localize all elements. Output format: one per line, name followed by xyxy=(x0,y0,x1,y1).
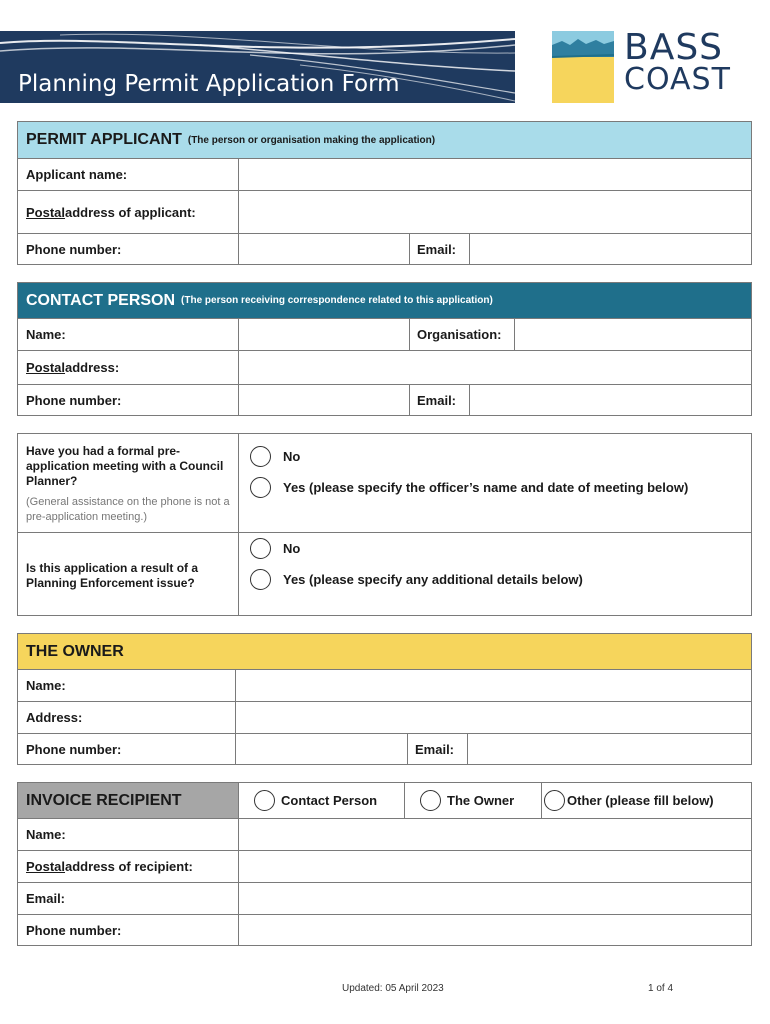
invoice-name-row xyxy=(18,818,751,850)
invoice-owner-option[interactable] xyxy=(420,790,514,811)
radio-icon[interactable] xyxy=(250,569,271,590)
invoice-name-input[interactable] xyxy=(239,819,751,850)
owner-header xyxy=(18,634,751,669)
radio-icon[interactable] xyxy=(250,446,271,467)
page-title: Planning Permit Application Form xyxy=(18,71,400,97)
enforcement-no-option[interactable] xyxy=(250,538,300,559)
section-title: CONTACT PERSON xyxy=(26,291,176,309)
invoice-header-row xyxy=(18,783,751,818)
radio-icon[interactable] xyxy=(250,538,271,559)
applicant-name-row xyxy=(18,158,751,190)
invoice-contact-option[interactable] xyxy=(254,790,377,811)
invoice-email-row xyxy=(18,882,751,914)
invoice-postal-label: Postal address of recipient: xyxy=(26,859,193,874)
contact-email-label: Email: xyxy=(417,393,457,408)
section-title: INVOICE RECIPIENT xyxy=(26,791,182,809)
applicant-email-label: Email: xyxy=(417,242,457,257)
contact-email-input[interactable] xyxy=(470,385,751,416)
pre-application-no-option[interactable] xyxy=(250,446,300,467)
question-text: Have you had a formal pre-application meeting with a Council Planner? xyxy=(26,444,224,488)
option-label: Yes (please specify the officer’s name and date of meeting below) xyxy=(283,480,689,495)
contact-postal-input[interactable] xyxy=(239,351,751,384)
enforcement-row xyxy=(18,532,751,616)
contact-phone-row xyxy=(18,384,751,416)
contact-name-label: Name: xyxy=(26,327,66,342)
invoice-header xyxy=(18,783,238,818)
applicant-email-input[interactable] xyxy=(470,234,751,265)
section-title: THE OWNER xyxy=(26,642,124,660)
owner-name-row xyxy=(18,669,751,701)
applicant-postal-label: Postal address of applicant: xyxy=(26,204,196,220)
permit-applicant-header xyxy=(18,122,751,158)
invoice-email-input[interactable] xyxy=(239,883,751,914)
owner-phone-label: Phone number: xyxy=(26,742,122,757)
pre-application-yes-option[interactable] xyxy=(250,477,688,498)
footer-updated-date: Updated: 05 April 2023 xyxy=(342,983,444,994)
option-label: The Owner xyxy=(447,793,515,808)
contact-postal-row xyxy=(18,350,751,384)
applicant-postal-input[interactable] xyxy=(239,191,751,233)
owner-phone-row xyxy=(18,733,751,765)
owner-email-label: Email: xyxy=(415,742,455,757)
question-note: (General assistance on the phone is not a pre-application meeting.) xyxy=(26,496,230,523)
logo-mark-icon xyxy=(552,31,614,103)
contact-org-input[interactable] xyxy=(515,319,751,350)
applicant-phone-input[interactable] xyxy=(239,234,409,265)
owner-section xyxy=(17,633,752,765)
invoice-name-label: Name: xyxy=(26,827,66,842)
logo-text-bass: BASS xyxy=(624,27,724,68)
invoice-email-label: Email: xyxy=(26,891,66,906)
applicant-postal-row xyxy=(18,190,751,233)
contact-person-section xyxy=(17,282,752,416)
contact-name-row xyxy=(18,318,751,350)
invoice-phone-label: Phone number: xyxy=(26,923,122,938)
option-label: No xyxy=(283,449,301,464)
pre-application-question xyxy=(26,444,231,525)
footer-page-number: 1 of 4 xyxy=(648,983,674,994)
owner-email-input[interactable] xyxy=(468,734,751,765)
pre-application-row xyxy=(18,434,751,532)
owner-phone-input[interactable] xyxy=(236,734,407,765)
invoice-recipient-section xyxy=(17,782,752,946)
invoice-postal-row xyxy=(18,850,751,882)
bass-coast-logo xyxy=(552,27,742,105)
invoice-postal-input[interactable] xyxy=(239,851,751,882)
invoice-other-option[interactable] xyxy=(544,790,714,811)
applicant-name-input[interactable] xyxy=(239,159,751,190)
contact-org-label: Organisation: xyxy=(417,327,502,342)
section-subtitle: (The person receiving correspondence related to this application) xyxy=(181,295,493,306)
owner-address-row xyxy=(18,701,751,733)
radio-icon[interactable] xyxy=(544,790,565,811)
invoice-phone-row xyxy=(18,914,751,946)
invoice-phone-input[interactable] xyxy=(239,915,751,946)
option-label: Contact Person xyxy=(281,793,378,808)
applicant-phone-label: Phone number: xyxy=(26,242,122,257)
contact-person-header xyxy=(18,283,751,318)
enforcement-question: Is this application a result of a Planning Enforcement issue? xyxy=(26,561,199,590)
radio-icon[interactable] xyxy=(254,790,275,811)
section-subtitle: (The person or organisation making the application) xyxy=(187,134,436,146)
contact-phone-label: Phone number: xyxy=(26,393,122,408)
radio-icon[interactable] xyxy=(250,477,271,498)
radio-icon[interactable] xyxy=(420,790,441,811)
owner-name-label: Name: xyxy=(26,678,66,693)
applicant-name-label: Applicant name: xyxy=(26,167,128,182)
logo-text-coast: COAST xyxy=(624,62,731,97)
owner-name-input[interactable] xyxy=(236,670,751,701)
enforcement-yes-option[interactable] xyxy=(250,569,583,590)
section-title: PERMIT APPLICANT xyxy=(26,131,182,148)
applicant-contact-row xyxy=(18,233,751,265)
contact-name-input[interactable] xyxy=(239,319,409,350)
contact-postal-label: Postal address: xyxy=(26,360,120,375)
questions-section xyxy=(17,433,752,616)
owner-address-input[interactable] xyxy=(236,702,751,733)
permit-applicant-section xyxy=(17,121,752,265)
header-banner xyxy=(0,31,515,103)
option-label: Other (please fill below) xyxy=(567,793,714,808)
contact-phone-input[interactable] xyxy=(239,385,409,416)
option-label: No xyxy=(283,541,301,556)
option-label: Yes (please specify any additional details below) xyxy=(283,572,583,587)
owner-address-label: Address: xyxy=(26,710,83,725)
